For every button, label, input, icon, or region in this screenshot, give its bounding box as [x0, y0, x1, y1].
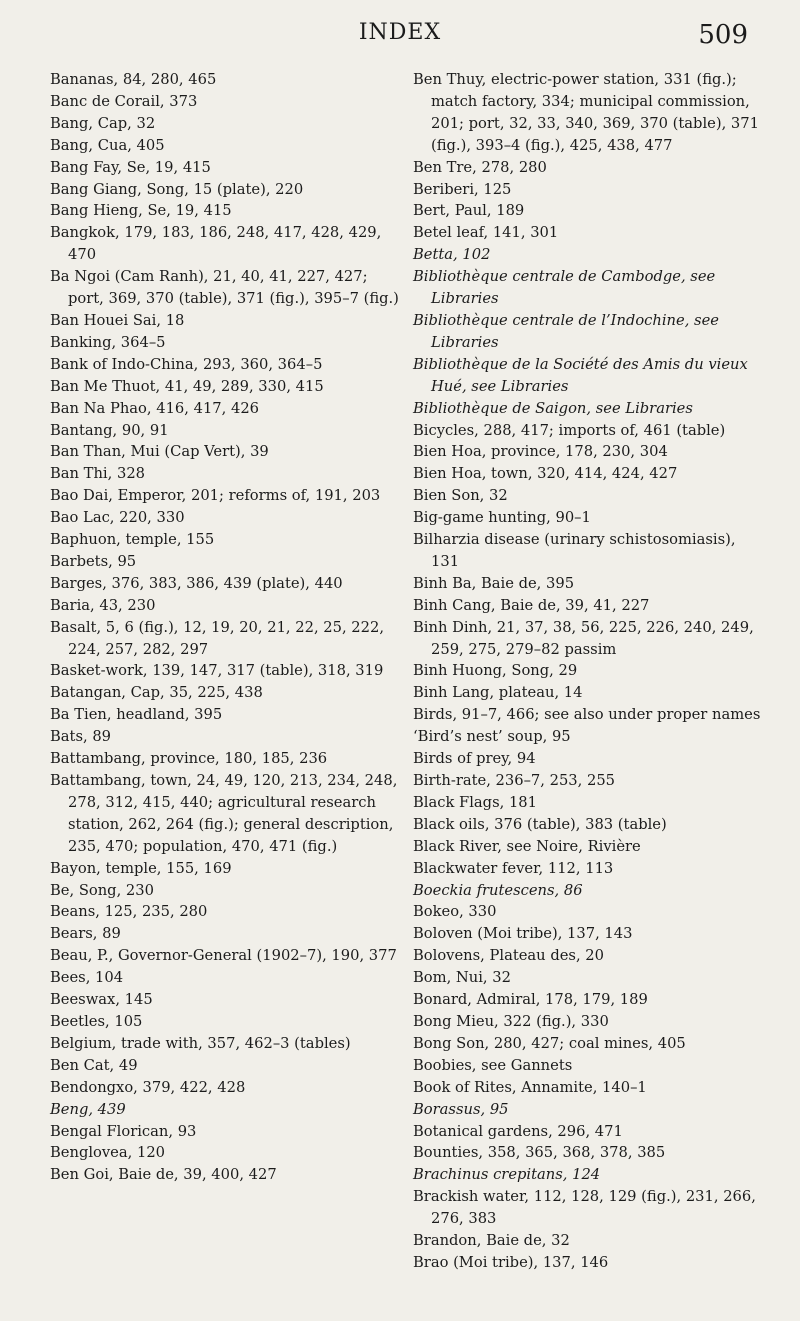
index-entry: Black oils, 376 (table), 383 (table): [413, 815, 667, 833]
index-entry: Bengal Florican, 93: [50, 1122, 197, 1140]
index-entry: Binh Dinh, 21, 37, 38, 56, 225, 226, 240, 249, 259, 275, 279–82 passim: [413, 618, 754, 658]
index-entry: Battambang, province, 180, 185, 236: [50, 750, 328, 768]
index-entry: Bees, 104: [50, 969, 124, 987]
index-entry: Banking, 364–5: [50, 333, 166, 351]
index-entry: Baphuon, temple, 155: [50, 531, 215, 549]
index-entry: Brandon, Baie de, 32: [413, 1232, 570, 1250]
index-entry: Black Flags, 181: [413, 793, 537, 811]
index-entry: Binh Ba, Baie de, 395: [413, 574, 575, 592]
index-entry: Ben Tre, 278, 280: [413, 158, 547, 176]
index-entry: Boloven (Moi tribe), 137, 143: [413, 925, 633, 943]
index-entry: Birds of prey, 94: [413, 750, 536, 768]
index-entry: Boobies, see Gannets: [413, 1056, 573, 1074]
index-entry: Bonard, Admiral, 178, 179, 189: [413, 991, 648, 1009]
index-entry: Bang Fay, Se, 19, 415: [50, 158, 211, 176]
index-entry: Bolovens, Plateau des, 20: [413, 947, 604, 965]
index-entry: Ben Thuy, electric-power station, 331 (fig.); match factory, 334; municipal commission, 201; port, 32, 33, 340, 369, 370 (table), 371 (fig.), 393–4 (fig.), 425, 438, 477: [413, 71, 759, 154]
index-column-right: [413, 69, 763, 1274]
running-header: [0, 20, 800, 54]
index-entry: Bao Lac, 220, 330: [50, 509, 185, 527]
index-entry: Ban Than, Mui (Cap Vert), 39: [50, 443, 269, 461]
index-entry: Battambang, town, 24, 49, 120, 213, 234, 248, 278, 312, 415, 440; agricultural research station, 262, 264 (fig.); general description, 235, 470; population, 470, 471 (fig.): [50, 772, 398, 855]
index-entry: Betel leaf, 141, 301: [413, 224, 559, 242]
index-entry: Bantang, 90, 91: [50, 421, 169, 439]
index-entry: Beetles, 105: [50, 1012, 143, 1030]
index-entry: Be, Song, 230: [50, 881, 154, 899]
index-column-left: [50, 69, 400, 1186]
index-entry: Bananas, 84, 280, 465: [50, 71, 217, 88]
index-entry: Ben Goi, Baie de, 39, 400, 427: [50, 1166, 277, 1184]
index-entry: Bao Dai, Emperor, 201; reforms of, 191, 203: [50, 487, 381, 505]
index-entry: Baria, 43, 230: [50, 596, 156, 614]
index-entry: Bicycles, 288, 417; imports of, 461 (table): [413, 421, 726, 439]
index-entry: Boeckia frutescens, 86: [413, 881, 583, 899]
index-entry: Brackish water, 112, 128, 129 (fig.), 231, 266, 276, 383: [413, 1188, 756, 1228]
index-entry: Bokeo, 330: [413, 903, 497, 921]
index-entry: Batangan, Cap, 35, 225, 438: [50, 684, 263, 702]
index-entry: Bilharzia disease (urinary schistosomiasis), 131: [413, 531, 736, 570]
index-entry: Ben Cat, 49: [50, 1056, 138, 1074]
index-entry: Big-game hunting, 90–1: [413, 509, 591, 527]
index-entry: Ba Ngoi (Cam Ranh), 21, 40, 41, 227, 427; port, 369, 370 (table), 371 (fig.), 395–7 (fig.): [50, 268, 399, 308]
index-entry: Bang Hieng, Se, 19, 415: [50, 202, 232, 220]
index-entry: Barges, 376, 383, 386, 439 (plate), 440: [50, 574, 343, 592]
index-entry: Bong Mieu, 322 (fig.), 330: [413, 1012, 609, 1030]
index-entry: Beau, P., Governor-General (1902–7), 190, 377: [50, 947, 397, 965]
index-entry: Betta, 102: [413, 246, 491, 264]
index-entry: Bangkok, 179, 183, 186, 248, 417, 428, 429, 470: [50, 224, 382, 264]
index-entry: Beeswax, 145: [50, 991, 153, 1009]
index-entry: Basket-work, 139, 147, 317 (table), 318, 319: [50, 662, 384, 680]
index-entry: Beriberi, 125: [413, 180, 512, 198]
index-entry: Bayon, temple, 155, 169: [50, 859, 232, 877]
index-entry: Ban Na Phao, 416, 417, 426: [50, 399, 260, 417]
index-entry: Benglovea, 120: [50, 1144, 166, 1162]
index-entry: Bang Giang, Song, 15 (plate), 220: [50, 180, 304, 198]
index-entry: Bien Hoa, town, 320, 414, 424, 427: [413, 465, 678, 483]
index-entry: Bibliothèque de Saigon, see Libraries: [413, 399, 693, 417]
index-entry: Binh Lang, plateau, 14: [413, 684, 583, 702]
index-entry: Brachinus crepitans, 124: [413, 1166, 601, 1184]
page-title: INDEX: [358, 20, 442, 45]
index-entry: Bien Son, 32: [413, 487, 508, 505]
index-entry: Bong Son, 280, 427; coal mines, 405: [413, 1034, 686, 1052]
index-entry: Botanical gardens, 296, 471: [413, 1122, 623, 1140]
index-entry: Bang, Cua, 405: [50, 136, 165, 154]
index-entry: Beans, 125, 235, 280: [50, 903, 208, 921]
index-entry: Belgium, trade with, 357, 462–3 (tables): [50, 1034, 351, 1052]
index-entry: Bears, 89: [50, 925, 121, 943]
index-entry: Brao (Moi tribe), 137, 146: [413, 1253, 609, 1271]
index-entry: Ban Thi, 328: [50, 465, 146, 483]
index-entry: Bibliothèque centrale de l’Indochine, see Libraries: [413, 311, 719, 351]
index-entry: Bom, Nui, 32: [413, 969, 511, 987]
index-entry: ‘Bird’s nest’ soup, 95: [413, 728, 571, 746]
index-entry: Bibliothèque centrale de Cambodge, see Libraries: [413, 268, 716, 308]
index-entry: Binh Cang, Baie de, 39, 41, 227: [413, 596, 650, 614]
index-entry: Bats, 89: [50, 728, 112, 746]
index-entry: Beng, 439: [50, 1100, 126, 1118]
index-entry: Binh Huong, Song, 29: [413, 662, 578, 680]
index-entry: Basalt, 5, 6 (fig.), 12, 19, 20, 21, 22, 25, 222, 224, 257, 282, 297: [50, 618, 385, 658]
index-entry: Banc de Corail, 373: [50, 92, 198, 110]
page-number: 509: [698, 20, 748, 50]
index-entry: Birds, 91–7, 466; see also under proper names: [413, 706, 761, 724]
index-entry: Book of Rites, Annamite, 140–1: [413, 1078, 647, 1096]
index-entry: Borassus, 95: [413, 1100, 509, 1118]
index-entry: Black River, see Noire, Rivière: [413, 837, 641, 855]
index-entry: Ba Tien, headland, 395: [50, 706, 223, 724]
index-entry: Bank of Indo-China, 293, 360, 364–5: [50, 355, 323, 373]
index-entry: Bang, Cap, 32: [50, 114, 156, 132]
index-entry: Bien Hoa, province, 178, 230, 304: [413, 443, 668, 461]
index-entry: Ban Me Thuot, 41, 49, 289, 330, 415: [50, 377, 324, 395]
index-entry: Birth-rate, 236–7, 253, 255: [413, 772, 616, 789]
index-entry: Ban Houei Sai, 18: [50, 311, 185, 329]
index-entry: Barbets, 95: [50, 552, 137, 570]
index-entry: Bert, Paul, 189: [413, 202, 525, 220]
index-entry: Bounties, 358, 365, 368, 378, 385: [413, 1144, 666, 1162]
index-entry: Bendongxo, 379, 422, 428: [50, 1078, 246, 1096]
index-entry: Bibliothèque de la Société des Amis du vieux Hué, see Libraries: [413, 355, 748, 395]
index-entry: Blackwater fever, 112, 113: [413, 859, 614, 877]
